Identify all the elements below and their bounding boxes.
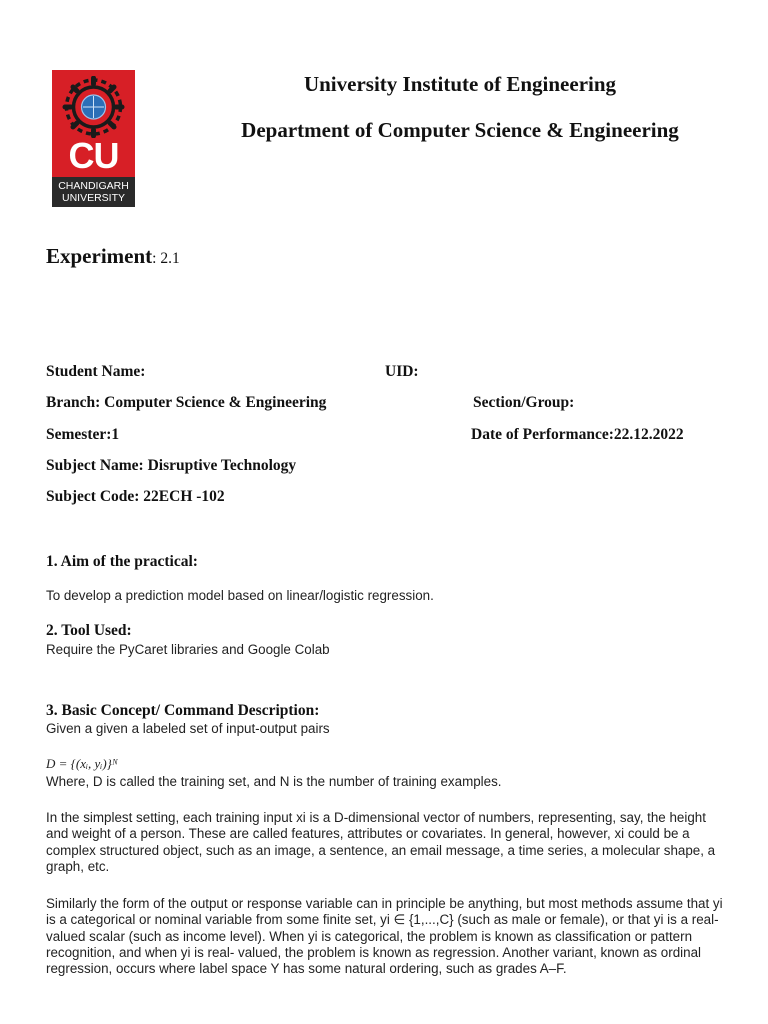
concept-heading: 3. Basic Concept/ Command Description: [46, 702, 320, 719]
date-of-performance-field: Date of Performance:22.12.2022 [471, 426, 684, 443]
institute-title: University Institute of Engineering [303, 72, 617, 96]
section-group-field: Section/Group: [473, 394, 575, 411]
paragraph-features: In the simplest setting, each training input xi is a D-dimensional vector of numbers, representing, say, the height and weight of a person. These are called features, attributes or covariates. In general, however, xi could be a complex structured object, such as an image, a sentence, an email message, a time series, a molecular shape, a graph, etc. [46, 810, 716, 874]
concept-intro: Given a given a labeled set of input-output pairs [46, 721, 330, 736]
aim-text: To develop a prediction model based on linear/logistic regression. [46, 588, 434, 603]
uid-field: UID: [385, 363, 419, 380]
experiment-value: : 2.1 [152, 250, 180, 267]
branch-field: Branch: Computer Science & Engineering [46, 394, 327, 411]
student-name-field: Student Name: [46, 363, 146, 380]
subject-code-field: Subject Code: 22ECH -102 [46, 488, 225, 505]
logo-line-2: UNIVERSITY [61, 192, 125, 204]
tool-text: Require the PyCaret libraries and Google Colab [46, 642, 330, 657]
subject-name-field: Subject Name: Disruptive Technology [46, 457, 297, 474]
paragraph-outputs: Similarly the form of the output or response variable can in principle be anything, but most methods assume that yi is a categorical or nominal variable from some finite set, yi ∈ {1,...,C} (such as male or female), or that yi is a real-valued scalar (such as income level). When yi is categorical, the problem is known as classification or pattern recognition, and when yi is real- valued, the problem is known as regression. Another variant, known as ordinal regression, occurs where label space Y has some natural ordering, such as grades A–F. [46, 896, 723, 977]
training-set-formula: D = {(xᵢ, yᵢ)}ᴺ [46, 756, 118, 771]
university-logo [52, 70, 135, 207]
gear-emblem-icon [61, 76, 126, 138]
logo-line-1: CHANDIGARH [58, 180, 129, 192]
aim-heading: 1. Aim of the practical: [46, 553, 198, 570]
tool-heading: 2. Tool Used: [46, 622, 132, 639]
department-title: Department of Computer Science & Engineering [241, 118, 679, 142]
where-text: Where, D is called the training set, and N is the number of training examples. [46, 774, 502, 789]
semester-field: Semester:1 [46, 426, 120, 443]
experiment-label: Experiment [46, 244, 153, 268]
logo-abbr: CU [68, 135, 119, 176]
experiment-heading [46, 244, 180, 269]
